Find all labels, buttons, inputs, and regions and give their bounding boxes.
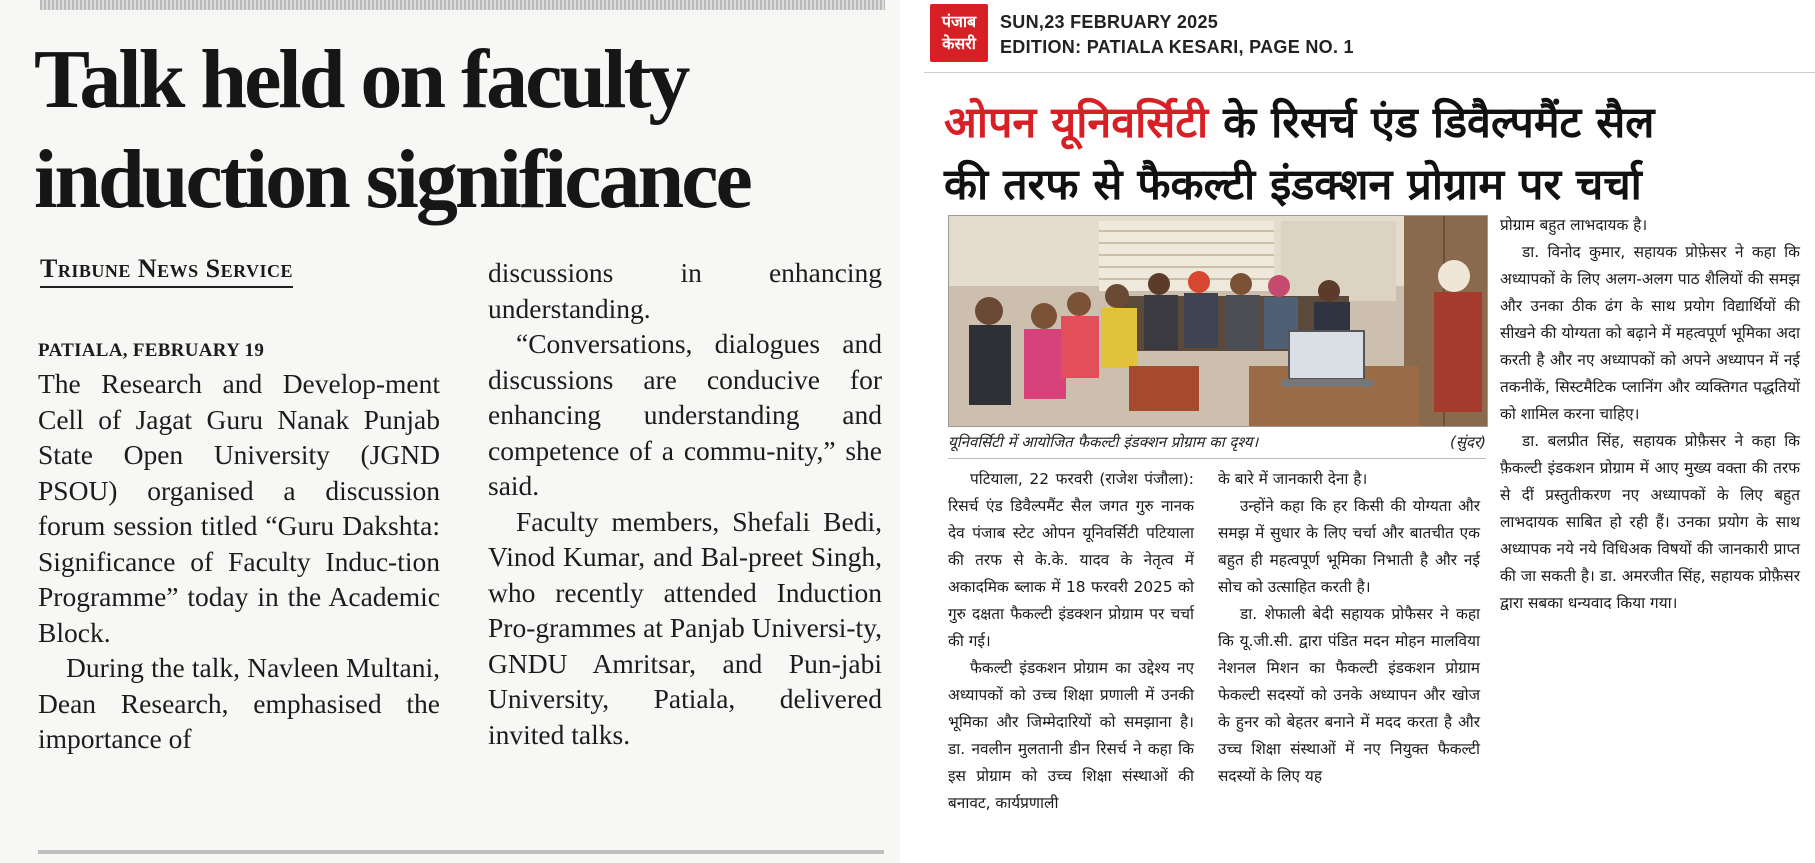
logo-line-2: केसरी	[942, 34, 976, 53]
tribune-clipping	[0, 0, 900, 863]
tribune-headline	[34, 30, 884, 230]
publication-date: SUN,23 FEBRUARY 2025	[1000, 12, 1219, 32]
photo-caption-text: यूनिवर्सिटी में आयोजित फैकल्टी इंडक्शन प्रोग्राम का दृश्य।	[948, 433, 1259, 451]
kesari-paragraph: फैकल्टी इंडकशन प्रोग्राम का उद्देश्य नए अध्यापकों को उच्च शिक्षा प्रणाली में उनकी भूमिका और जिम्मेदारियों को समझाना है। डा. नवलीन मुलतानी डीन रिसर्च ने कहा कि इस प्रोग्राम को उच्च शिक्षा संस्थाओं की बनावट, कार्यप्रणाली	[948, 659, 1194, 812]
photo-caption	[948, 430, 1486, 454]
tribune-column-2	[488, 255, 882, 752]
kesari-paragraph: प्रोग्राम बहुत लाभदायक है।	[1500, 216, 1648, 234]
divider	[924, 72, 1815, 73]
kesari-paragraph: के बारे में जानकारी देना है।	[1218, 470, 1368, 488]
tribune-paragraph: “Conversations, dialogues and discussions are conducive for enhancing understanding and competence of a commu-nity,” she said.	[488, 328, 882, 501]
event-photo-illustration	[949, 216, 1487, 426]
tribune-paragraph: discussions in enhancing understanding.	[488, 257, 882, 324]
tribune-byline: Tribune News Service	[40, 254, 293, 288]
tribune-column-1	[38, 336, 440, 757]
kesari-column-2	[1218, 466, 1480, 790]
scan-edge	[40, 0, 885, 10]
logo-line-1: पंजाब	[941, 12, 977, 31]
divider	[948, 458, 1486, 459]
kesari-column-3	[1500, 212, 1800, 617]
tribune-paragraph: Faculty members, Shefali Bedi, Vinod Kumar, and Bal-preet Singh, who recently attended Induction Pro-grammes at Panjab Universi-ty, GNDU Amritsar, and Pun-jabi University, Patiala, delivered invited talks.	[488, 505, 882, 750]
kesari-paragraph: डा. बलप्रीत सिंह, सहायक प्रोफ़ैसर ने कहा कि फ़ैकल्टी इंडकशन प्रोग्राम में आए मुख्य वक्ता की तरफ से दीं प्रस्तुतीकरण नए अध्यापकों के लिए बहुत लाभदायक साबित हो रही हैं। उनका प्रयोग के साथ अध्यापक नये नये विधिअक विषयों की जानकारी प्राप्त की जा सकती है। डा. अमरजीत सिंह, सहायक प्रोफ़ैसर द्वारा सबका धन्यवाद किया गया।	[1500, 432, 1800, 612]
kesari-headline-line-2: की तरफ से फैकल्टी इंडक्शन प्रोग्राम पर चर्चा	[944, 160, 1642, 210]
kesari-paragraph: डा. शेफाली बेदी सहायक प्रोफैसर ने कहा कि यू.जी.सी. द्वारा पंडित मदन मोहन मालविया नेशनल मिशन का फैकल्टी इंडकशन प्रोग्राम फेकल्टी सदस्यों को उनके अध्यापन और खोज के हुनर को बेहतर बनाने में मदद करता है और उच्च शिक्षा संस्थाओं में नए नियुक्त फैकल्टी सदस्यों के लिए यह	[1218, 605, 1480, 785]
tribune-dateline: PATIALA, FEBRUARY 19	[38, 340, 265, 361]
divider	[38, 850, 884, 854]
punjab-kesari-logo	[930, 4, 988, 62]
edition-info	[1000, 10, 1354, 60]
event-photo	[948, 215, 1488, 427]
kesari-paragraph: डा. विनोद कुमार, सहायक प्रोफ़ेसर ने कहा कि अध्यापकों के लिए अलग-अलग पाठ शैलियों की समझ और उनका ठीक ढंग के साथ प्रयोग विद्यार्थियों की सीखने की योग्यता को बढ़ाने में महत्वपूर्ण भूमिका अदा करती है और नए अध्यापकों को अपने अध्यापन में नई तकनीकें, सिस्टमैटिक प्लानिंग और व्यक्तिगत पद्धतियों को शामिल करना चाहिए।	[1500, 243, 1800, 423]
kesari-headline-highlight: ओपन यूनिवर्सिटी	[944, 98, 1209, 148]
kesari-paragraph: पटियाला, 22 फरवरी (राजेश पंजौला): रिसर्च एंड डिवैल्पमैंट सैल जगत गुरु नानक देव पंजाब स्टेट ओपन यूनिवर्सिटी पटियाला की तरफ से के.के. यादव के नेतृत्व में अकादमिक ब्लाक में 18 फरवरी 2025 को गुरु दक्षता फैकल्टी इंडक्शन प्रोग्राम पर चर्चा की गई।	[948, 470, 1194, 650]
kesari-paragraph: उन्होंने कहा कि हर किसी की योग्यता और समझ में सुधार के लिए चर्चा और बातचीत एक बहुत ही महत्वपूर्ण भूमिका निभाती है और नई सोच को उत्साहित करती है।	[1218, 497, 1480, 596]
kesari-headline-line-1: के रिसर्च एंड डिवैल्पमैंट सैल	[1208, 98, 1655, 148]
tribune-paragraph: During the talk, Navleen Multani, Dean Research, emphasised the importance of	[38, 652, 440, 754]
kesari-column-1	[948, 466, 1194, 817]
tribune-paragraph: The Research and Develop-ment Cell of Jagat Guru Nanak Punjab State Open University (JGND PSOU) organised a discussion forum session titled “Guru Dakshta: Significance of Faculty Induc-tion Programme” today in the Academic Block.	[38, 368, 440, 648]
edition-page: EDITION: PATIALA KESARI, PAGE NO. 1	[1000, 37, 1354, 57]
tribune-headline-line-1: Talk held on faculty	[34, 33, 688, 126]
photo-credit: (सुंदर)	[1450, 433, 1486, 451]
tribune-headline-line-2: induction significance	[34, 133, 750, 226]
kesari-clipping	[924, 0, 1815, 863]
kesari-headline	[944, 92, 1804, 216]
